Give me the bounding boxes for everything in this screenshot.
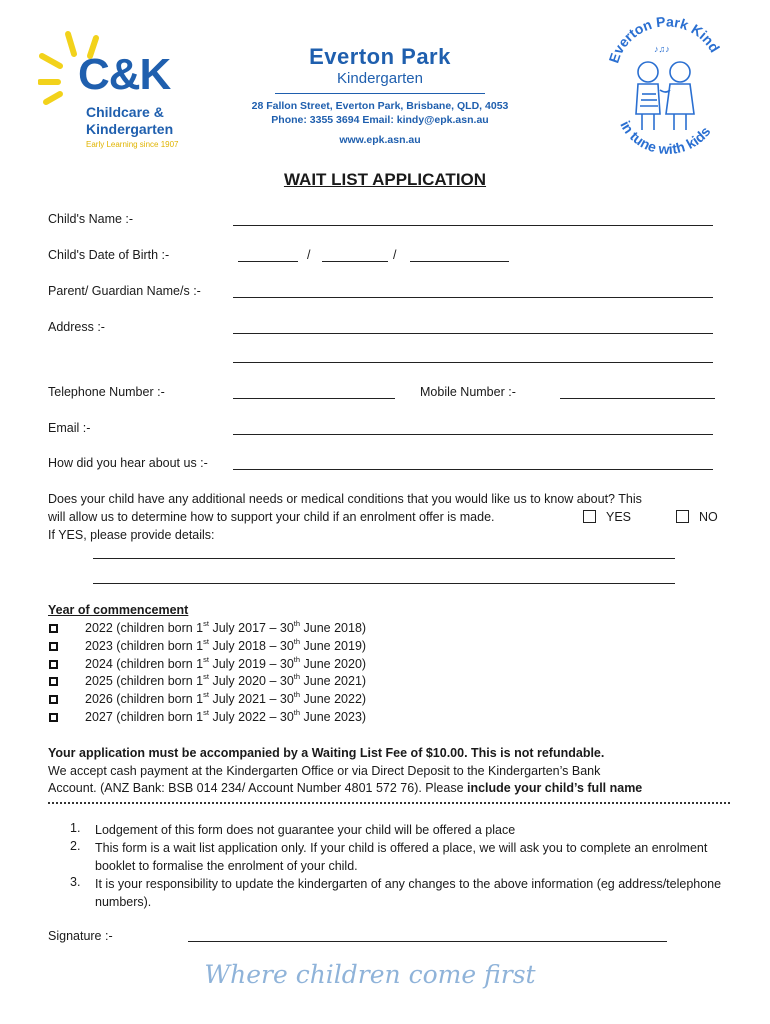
signature-label: Signature :- (48, 929, 113, 943)
ck-mark: C&K (78, 50, 171, 99)
svg-text:Everton Park Kindy (608, 14, 720, 65)
note-1: Lodgement of this form does not guarantee your child will be offered a place (95, 823, 516, 837)
dob-month-field[interactable] (322, 261, 388, 262)
header-contact: Phone: 3355 3694 Email: kindy@epk.asn.au (271, 114, 489, 126)
year-2024-option: 2024 (children born 1st July 2019 – 30th June 2020) (85, 655, 367, 671)
details-field-2[interactable] (93, 583, 675, 584)
year-2023-checkbox[interactable] (49, 642, 58, 651)
payment-account: Account. (ANZ Bank: BSB 014 234/ Account Number 4801 572 76). Please (48, 781, 467, 795)
no-label: NO (699, 510, 718, 524)
signature-field[interactable] (188, 941, 667, 942)
dob-separator-1: / (307, 248, 311, 262)
kindy-logo (608, 14, 720, 176)
child-name-field[interactable] (233, 225, 713, 226)
ck-logo (38, 28, 213, 153)
svg-text:in tune with kids (617, 118, 713, 157)
footer-slogan: Where children come first (204, 960, 536, 989)
address-label: Address :- (48, 320, 105, 334)
header-title: Everton Park (309, 44, 451, 69)
hear-field[interactable] (233, 469, 713, 470)
dob-day-field[interactable] (238, 261, 298, 262)
header-block (230, 44, 530, 146)
details-field-1[interactable] (93, 558, 675, 559)
payment-notice: Your application must be accompanied by a Waiting List Fee of $10.00. This is not refundable. (48, 746, 605, 760)
note-2: This form is a wait list application only. If your child is offered a place, we will ask you to complete an enrolment booklet to formalise the enrolment of your child. (95, 841, 708, 873)
email-field[interactable] (233, 434, 713, 435)
year-2022-option: 2022 (children born 1st July 2017 – 30th June 2018) (85, 619, 367, 635)
payment-line-3 (48, 781, 642, 795)
mobile-field[interactable] (560, 398, 715, 399)
note-3-number: 3. (70, 875, 81, 889)
year-2026-checkbox[interactable] (49, 695, 58, 704)
ck-tagline: Early Learning since 1907 (86, 140, 179, 149)
header-address: 28 Fallon Street, Everton Park, Brisbane, QLD, 4053 (251, 100, 509, 112)
yes-checkbox[interactable] (583, 510, 596, 523)
yes-label: YES (606, 510, 632, 524)
needs-question-2: will allow us to determine how to support your child if an enrolment offer is made. (48, 510, 495, 524)
dob-year-field[interactable] (410, 261, 509, 262)
year-2022-checkbox[interactable] (49, 624, 58, 633)
form-title: WAIT LIST APPLICATION (283, 170, 487, 189)
telephone-label: Telephone Number :- (48, 385, 165, 399)
note-3: It is your responsibility to update the kindergarten of any changes to the above information (eg address/telephone numbers). (95, 877, 722, 909)
year-2027-checkbox[interactable] (49, 713, 58, 722)
dotted-separator (48, 802, 730, 804)
child-name-label: Child's Name :- (48, 212, 134, 226)
address-field-1[interactable] (233, 333, 713, 334)
music-notes-icon: ♪♫♪ (654, 44, 670, 54)
year-2023-option: 2023 (children born 1st July 2018 – 30th June 2019) (85, 637, 367, 653)
year-2027-option: 2027 (children born 1st July 2022 – 30th June 2023) (85, 708, 367, 724)
note-2-number: 2. (70, 839, 81, 853)
year-2025-checkbox[interactable] (49, 677, 58, 686)
parent-label: Parent/ Guardian Name/s :- (48, 284, 201, 298)
dob-label: Child's Date of Birth :- (48, 248, 170, 262)
payment-line-2: We accept cash payment at the Kindergarten Office or via Direct Deposit to the Kindergarten’s Bank (48, 764, 601, 778)
parent-name-field[interactable] (233, 297, 713, 298)
year-2024-checkbox[interactable] (49, 660, 58, 669)
email-label: Email :- (48, 421, 91, 435)
children-illustration-icon (636, 62, 694, 130)
year-2026-option: 2026 (children born 1st July 2021 – 30th June 2022) (85, 690, 367, 706)
ck-line1: Childcare & (86, 104, 164, 120)
telephone-field[interactable] (233, 398, 395, 399)
needs-details-label: If YES, please provide details: (48, 528, 215, 542)
address-field-2[interactable] (233, 362, 713, 363)
commencement-heading: Year of commencement (48, 603, 189, 617)
header-rule (275, 93, 485, 94)
kindy-top-text: verton Park Kin (609, 14, 718, 57)
kindy-bottom-text: in tune with kids (617, 118, 714, 158)
needs-question-1: Does your child have any additional needs or medical conditions that you would like us to know about? This (48, 492, 642, 506)
payment-include-name: include your child’s full name (467, 781, 643, 795)
mobile-label: Mobile Number :- (420, 385, 516, 399)
header-subtitle: Kindergarten (337, 70, 423, 87)
header-website: www.epk.asn.au (339, 134, 421, 146)
no-checkbox[interactable] (676, 510, 689, 523)
note-1-number: 1. (70, 821, 81, 835)
year-2025-option: 2025 (children born 1st July 2020 – 30th June 2021) (85, 672, 367, 688)
ck-line2: Kindergarten (86, 121, 174, 137)
hear-label: How did you hear about us :- (48, 456, 208, 470)
dob-separator-2: / (393, 248, 397, 262)
